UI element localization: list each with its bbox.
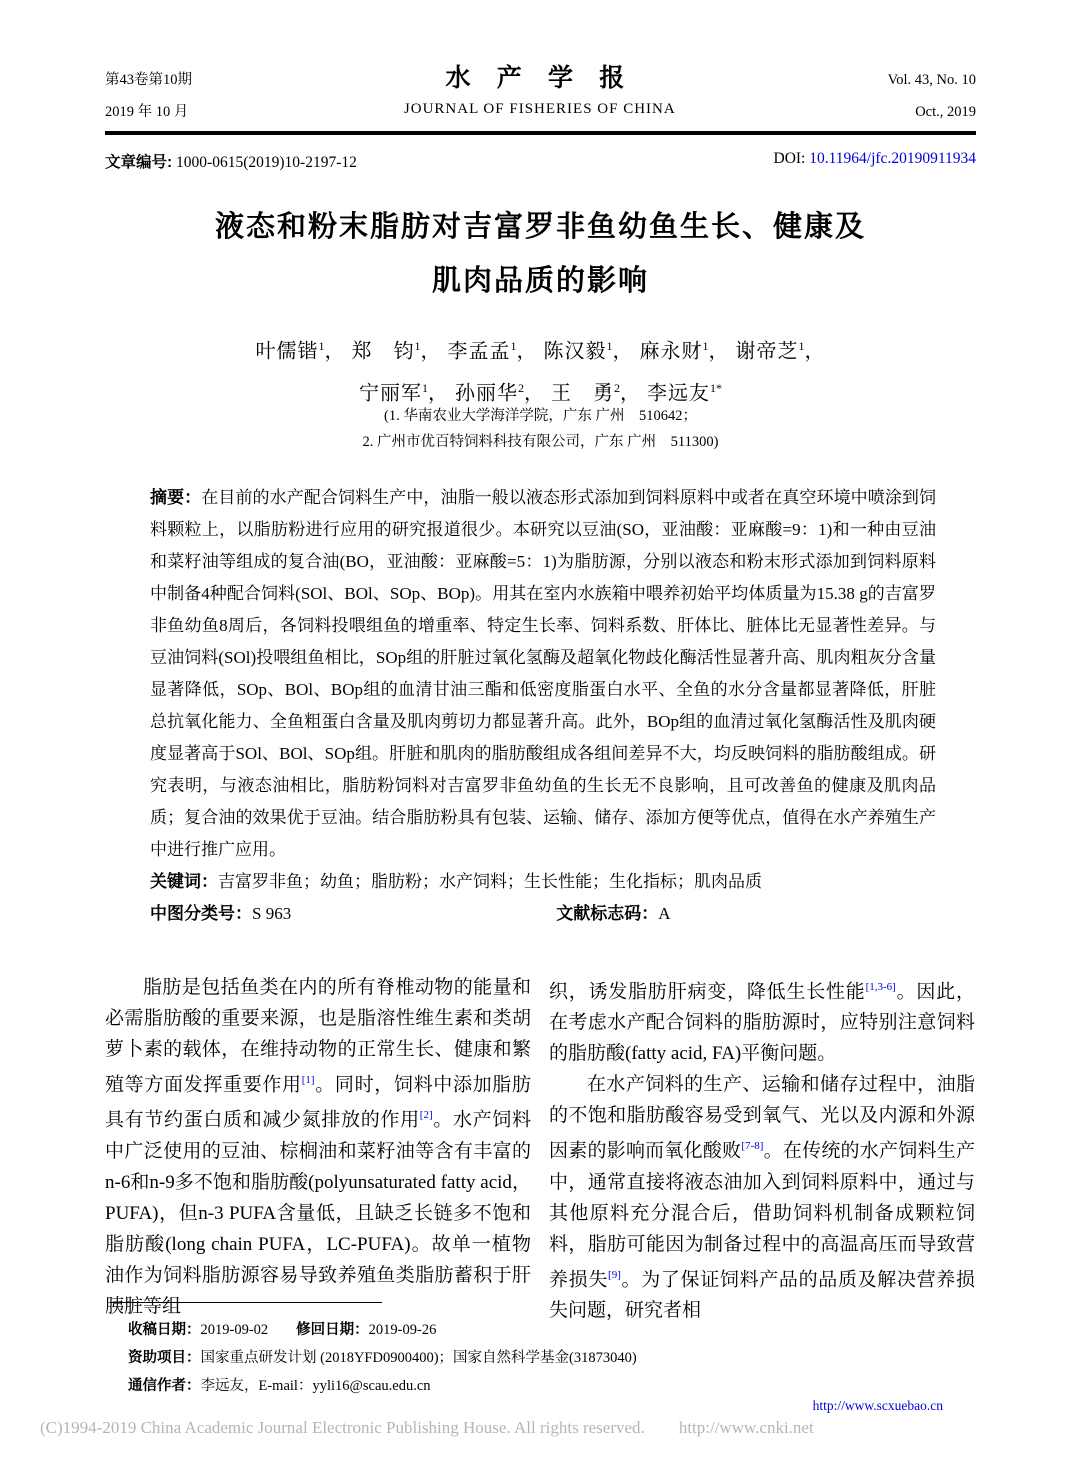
- clc-number: 中图分类号：S 963: [150, 904, 292, 923]
- header-center-block: [192, 64, 888, 124]
- author-affil-sup: 1: [702, 339, 709, 353]
- affiliations: [105, 403, 976, 455]
- author: 陈汉毅: [543, 340, 607, 363]
- abstract-label: 摘要：: [150, 488, 202, 507]
- footnote-dates: [128, 1316, 888, 1344]
- issue-cn: 第43卷第10期: [105, 72, 192, 88]
- author-affil-sup: 1: [414, 339, 421, 353]
- author: 李孟孟: [447, 340, 511, 363]
- author: 郑 钧: [351, 340, 415, 363]
- body-text: 。因此，在考虑水产配合饲料的脂肪源时，应特别注意饲料的脂肪酸(fatty acid, FA)平衡问题。: [549, 981, 975, 1065]
- author-affil-sup: 2: [518, 380, 524, 395]
- copyright-row: [40, 1418, 1040, 1438]
- author-affil-sup: 1: [318, 339, 325, 353]
- author: 谢帝芝: [735, 340, 799, 363]
- author: 叶儒锴: [255, 340, 319, 363]
- body-paragraph: [549, 1069, 975, 1326]
- author-row-1: 叶儒锴$^1$， 郑 钧$^1$， 李孟孟$^1$， 陈汉毅$^1$， 麻永财$^1$， 谢帝芝$^1$，: [255, 339, 826, 363]
- author-list: [105, 328, 976, 411]
- reference-link[interactable]: [1,3-6]: [865, 981, 896, 993]
- body-text: 脂肪是包括鱼类在内的所有脊椎动物的能量和必需脂肪酸的重要来源，也是脂溶性维生素和类胡萝卜素的载体，在维持动物的正常生长、健康和繁殖等方面发挥重要作用: [105, 977, 531, 1096]
- scxuebao-link[interactable]: http://www.scxuebao.cn: [812, 1398, 943, 1413]
- abstract-section: [150, 482, 936, 930]
- footnote-divider: [110, 1302, 382, 1303]
- affiliation-2: 2. 广州市优百特饲料科技有限公司，广东 广州 511300): [362, 434, 719, 450]
- doi-link[interactable]: 10.11964/jfc.20190911934: [809, 150, 976, 167]
- abstract-paragraph: [150, 482, 936, 866]
- author: 李远友: [647, 382, 710, 405]
- body-text: 。为了保证饲料产品的品质及解决营养损失问题，研究者相: [549, 1268, 975, 1321]
- clc-label: 中图分类号：: [150, 904, 252, 923]
- funding-text: 国家重点研发计划 (2018YFD0900400)；国家自然科学基金(31873040): [200, 1350, 637, 1366]
- header-divider: [105, 131, 976, 135]
- revised-date: 2019-09-26: [368, 1322, 437, 1338]
- author-affil-sup: 1: [510, 339, 517, 353]
- footnote-corresponding: [128, 1372, 888, 1400]
- journal-title-en: JOURNAL OF FISHERIES OF CHINA: [403, 101, 676, 117]
- keywords-text: 吉富罗非鱼；幼鱼；脂肪粉；水产饲料；生长性能；生化指标；肌肉品质: [218, 872, 762, 891]
- cnki-link[interactable]: http://www.cnki.net: [678, 1418, 814, 1437]
- document-code-label: 文献标志码：: [556, 904, 659, 923]
- date-cn: 2019 年 10 月: [105, 104, 189, 120]
- affiliation-1: (1. 华南农业大学海洋学院，广东 广州 510642；: [384, 408, 697, 424]
- copyright-text: (C)1994-2019 China Academic Journal Electronic Publishing House. All rights reserved.: [40, 1418, 645, 1437]
- author: 孙丽华: [455, 382, 518, 405]
- journal-title-cn: 水 产 学 报: [445, 65, 635, 92]
- corresponding-label: 通信作者：: [128, 1378, 201, 1394]
- received-label: 收稿日期：: [128, 1322, 201, 1338]
- keywords-line: [150, 866, 936, 898]
- body-paragraph: [549, 972, 975, 1069]
- article-body: [105, 972, 976, 1326]
- article-title-line1: 液态和粉末脂肪对吉富罗非鱼幼鱼生长、健康及: [214, 211, 866, 243]
- author-affil-sup: 1: [606, 339, 613, 353]
- vol-en: Vol. 43, No. 10: [887, 72, 976, 88]
- author-row-2: 宁丽军$^1$， 孙丽华$^2$， 王 勇$^2$， 李远友$^{1*}$: [359, 380, 722, 405]
- journal-site-row: [105, 1398, 943, 1414]
- author: 王 勇: [551, 382, 614, 405]
- left-column: [105, 972, 531, 1326]
- keywords-label: 关键词：: [150, 872, 218, 891]
- article-number-label: 文章编号:: [105, 154, 173, 171]
- date-en: Oct., 2019: [915, 104, 976, 120]
- article-number: [105, 150, 357, 172]
- corresponding-text: 李远友，E-mail：yyli16@scau.edu.cn: [200, 1378, 431, 1394]
- body-text: 在水产饲料的生产、运输和储存过程中，油脂的不饱和脂肪酸容易受到氧气、光以及内源和外源因素的影响而氧化酸败: [549, 1074, 975, 1162]
- right-column: [549, 972, 975, 1326]
- abstract-text: 在目前的水产配合饲料生产中，油脂一般以液态形式添加到饲料原料中或者在真空环境中喷涂到饲料颗粒上，以脂肪粉进行应用的研究报道很少。本研究以豆油(SO，亚油酸：亚麻酸=9：1)和一种由豆油和菜籽油等组成的复合油(BO，亚油酸：亚麻酸=5：1)为脂肪源，分别以液态和粉末形式添加到饲料原料中制备4种配合饲料(SOl、BOl、SOp、BOp)。用其在室内水族箱中喂养初始平均体质量为15.38 g的吉富罗非鱼幼鱼8周后，各饲料投喂组鱼的增重率、特定生长率、饲料系数、肝体比、脏体比无显著性差异。与豆油饲料(SOl)投喂组鱼相比，SOp组的肝脏过氧化氢酶及超氧化物歧化酶活性显著升高、肌肉粗灰分含量显著降低，SOp、BOl、BOp组的血清甘油三酯和低密度脂蛋白水平、全鱼的水分含量都显著降低，肝脏总抗氧化能力、全鱼粗蛋白含量及肌肉剪切力都显著升高。此外，BOp组的血清过氧化氢酶活性及肌肉硬度显著高于SOl、BOl、SOp组。肝脏和肌肉的脂肪酸组成各组间差异不大，均反映饲料的脂肪酸组成。研究表明，与液态油相比，脂肪粉饲料对吉富罗非鱼幼鱼的生长无不良影响，且可改善鱼的健康及肌肉品质；复合油的效果优于豆油。结合脂肪粉具有包装、运输、储存、添加方便等优点，值得在水产养殖生产中进行推广应用。: [150, 488, 937, 859]
- footnote-funding: [128, 1344, 888, 1372]
- journal-header: [105, 64, 976, 128]
- author-affil-sup: 2: [614, 380, 620, 395]
- document-code: 文献标志码：A: [556, 904, 671, 923]
- received-date: 2019-09-02: [200, 1322, 269, 1338]
- article-meta-row: [105, 150, 976, 172]
- author-affil-sup: 1: [798, 339, 805, 353]
- reference-link[interactable]: [1]: [301, 1074, 315, 1086]
- author-affil-sup: 1: [422, 380, 428, 395]
- reference-link[interactable]: [9]: [608, 1268, 621, 1281]
- doi-label: DOI:: [773, 150, 810, 167]
- header-right-block: [888, 64, 976, 128]
- header-left-block: [105, 64, 192, 128]
- body-text: 。同时，饲料中添加脂肪具有节约蛋白质和减少氮排放的作用: [105, 1074, 531, 1131]
- author: 麻永财: [639, 340, 703, 363]
- reference-link[interactable]: [2]: [419, 1109, 433, 1122]
- article-title: [105, 200, 976, 308]
- body-text: 。在传统的水产饲料生产中，通常直接将液态油加入到饲料原料中，通过与其他原料充分混合后，借助饲料机制备成颗粒饲料，脂肪可能因为制备过程中的高温高压而导致营养损失: [549, 1140, 975, 1290]
- author-affil-sup: 1*: [710, 380, 722, 395]
- reference-link[interactable]: [7-8]: [741, 1140, 764, 1153]
- article-number-value: 1000-0615(2019)10-2197-12: [172, 154, 357, 171]
- doi: [774, 150, 977, 172]
- body-text: 织，诱发脂肪肝病变，降低生长性能: [549, 981, 866, 1003]
- author: 宁丽军: [359, 382, 422, 405]
- funding-label: 资助项目：: [128, 1350, 201, 1366]
- revised-label: 修回日期：: [296, 1322, 369, 1338]
- footnotes: [128, 1316, 888, 1400]
- article-title-line2: 肌肉品质的影响: [431, 265, 649, 297]
- body-paragraph: [105, 972, 531, 1322]
- body-text: 。水产饲料中广泛使用的豆油、棕榈油和菜籽油等含有丰富的n-6和n-9多不饱和脂肪酸(polyunsaturated fatty acid，PUFA)，但n-3 PUFA含量低，且缺乏长链多不饱和脂肪酸(long chain PUFA，LC-PUFA)。故单一植物油作为饲料脂肪源容易导致养殖鱼类脂肪蓄积于肝胰脏等组: [105, 1109, 531, 1317]
- classification-line: [150, 898, 936, 930]
